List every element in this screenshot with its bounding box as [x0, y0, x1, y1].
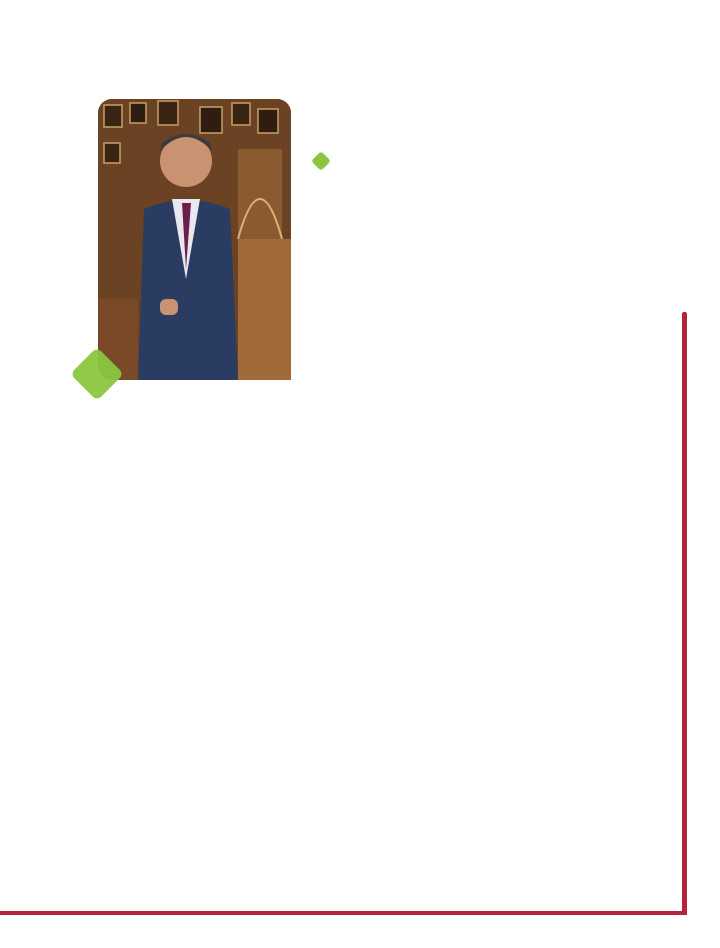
heading-diamond — [311, 151, 331, 171]
accent-rule-horizontal — [0, 911, 687, 915]
mayor-photo — [98, 99, 291, 380]
accent-rule-vertical — [682, 312, 687, 915]
